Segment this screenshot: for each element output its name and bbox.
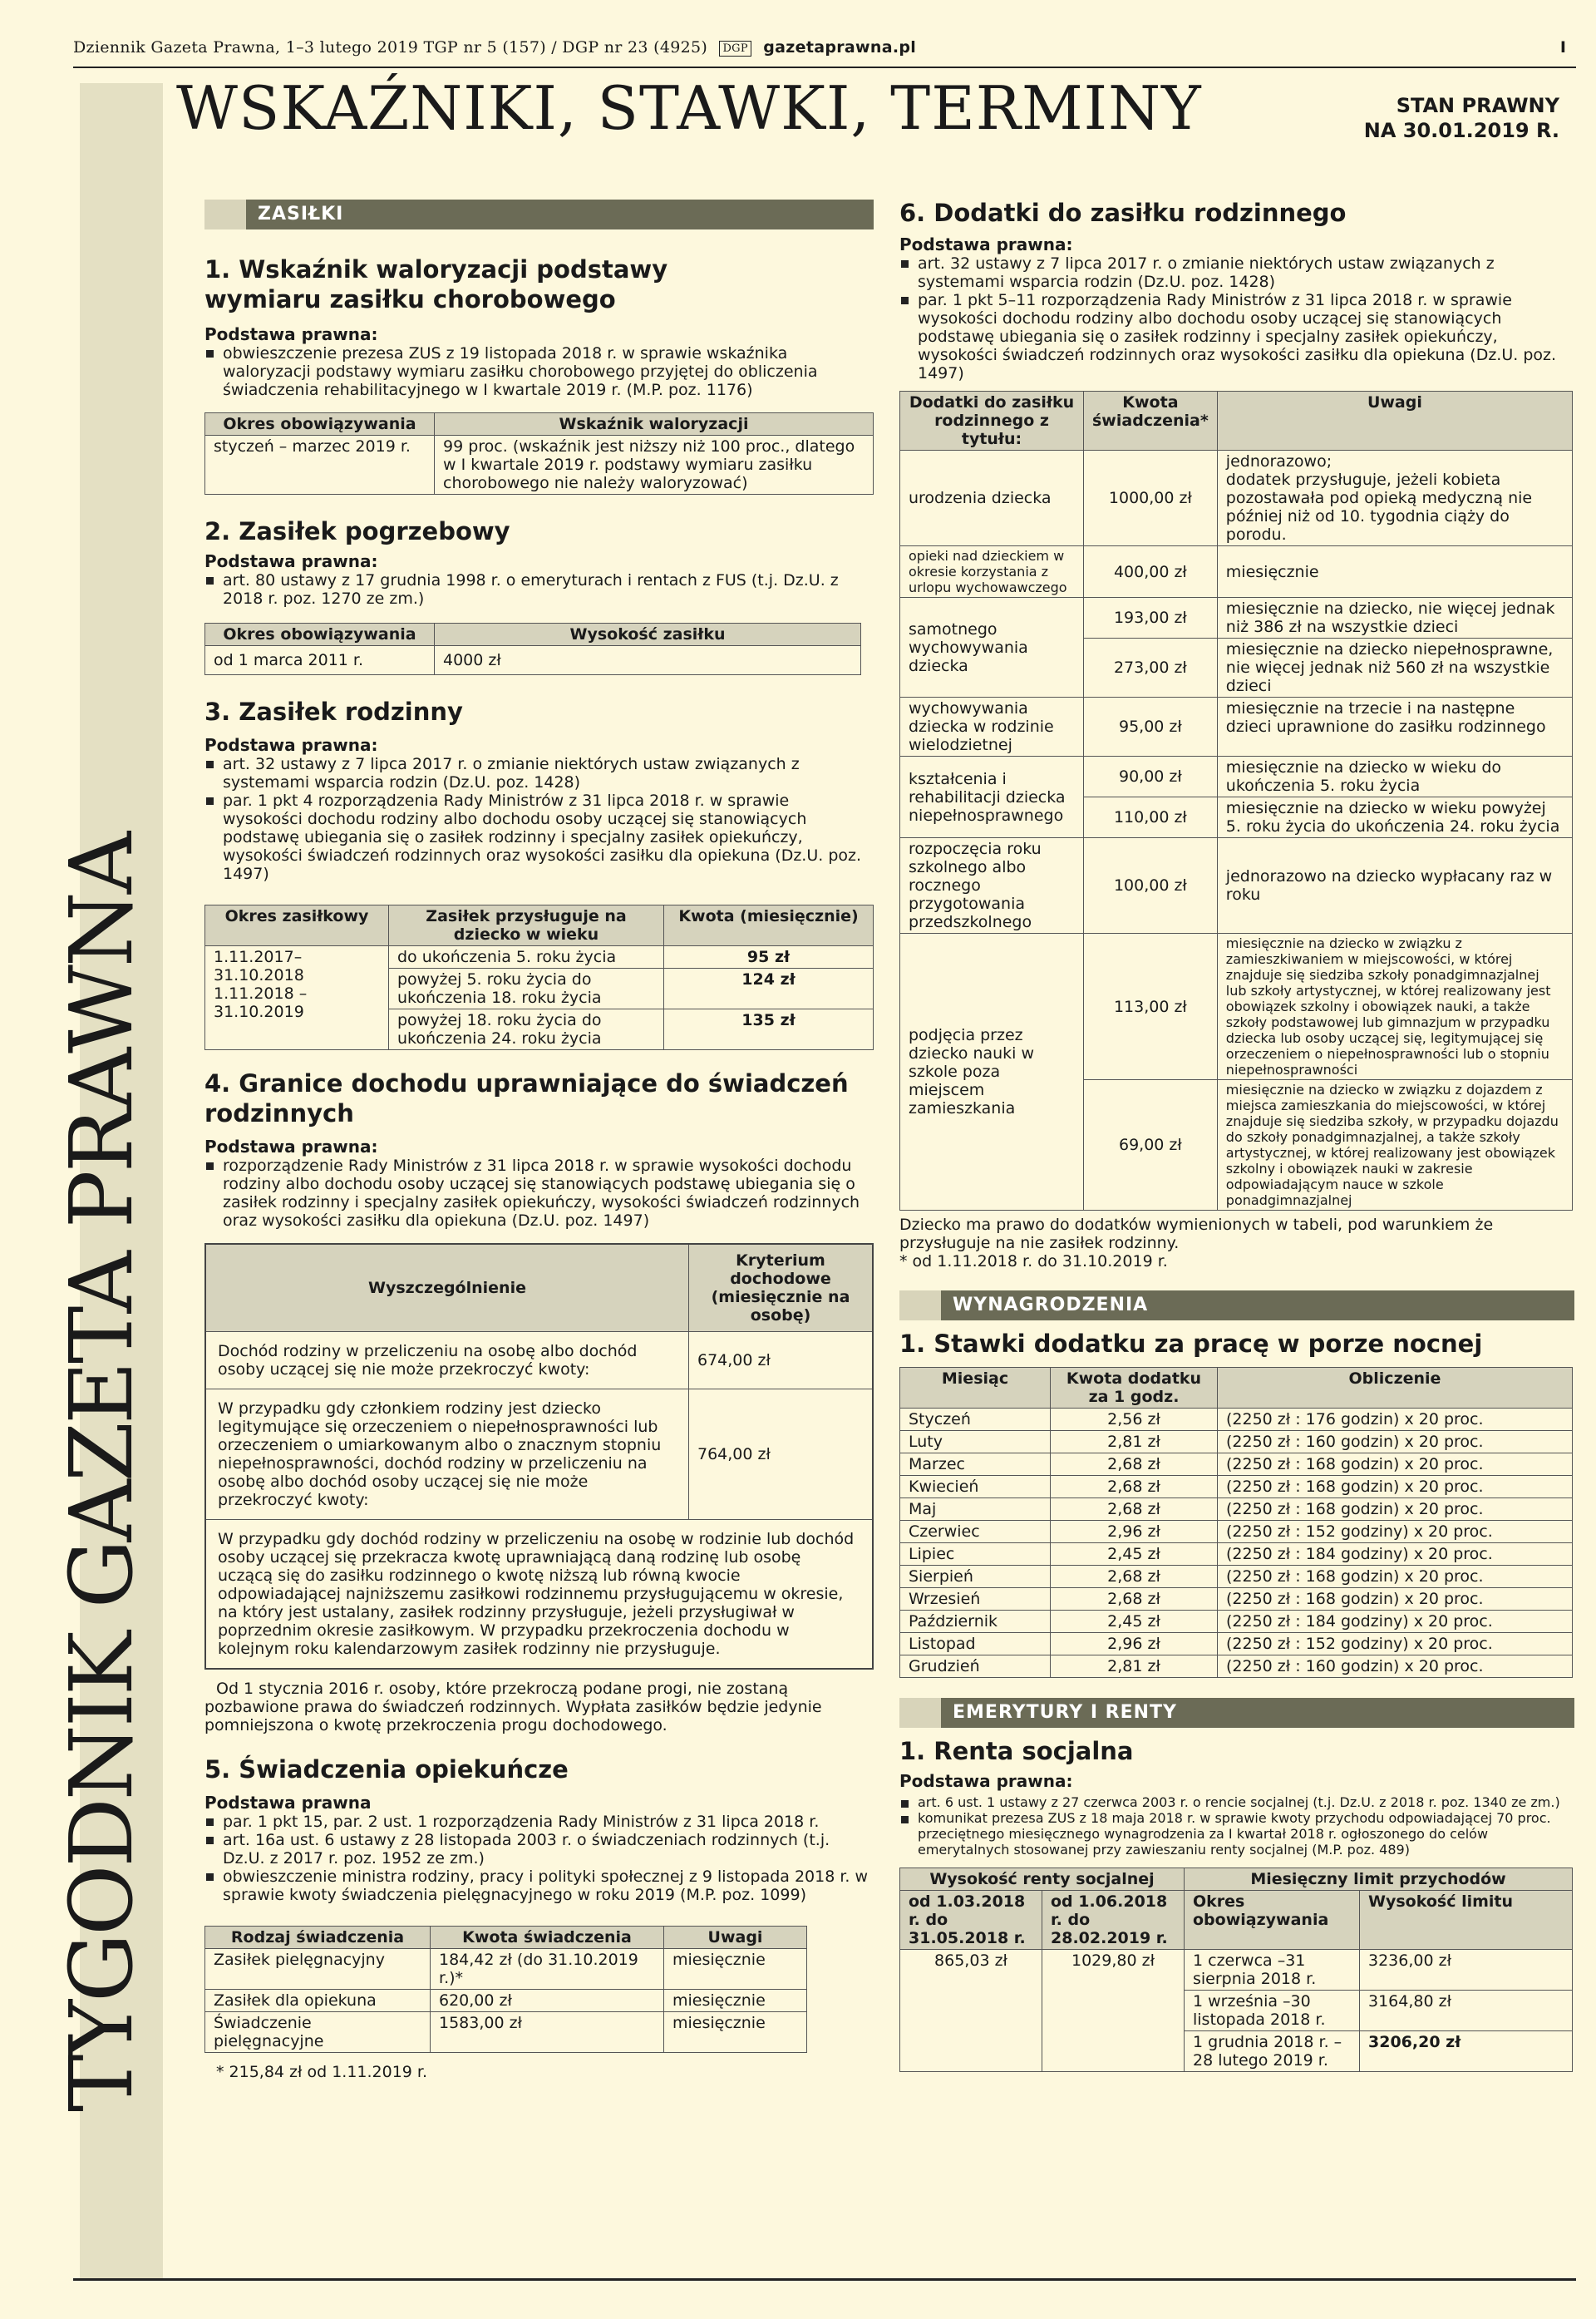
s5-basis-label: Podstawa prawna (204, 1793, 372, 1813)
table-row: kształcenia i rehabilitacji dziecka niepełnosprawnego 90,00 zł miesięcznie na dziecko w wieku do ukończenia 5. roku życia (900, 757, 1573, 797)
site-link[interactable]: gazetaprawna.pl (763, 38, 917, 57)
list-item: art. 32 ustawy z 7 lipca 2017 r. o zmianie niektórych ustaw związanych z systemami wsparcia rodzin (Dz.U. poz. 1428) (204, 755, 874, 792)
s5-footnote: * 215,84 zł od 1.11.2019 r. (216, 2063, 428, 2081)
s4-table: Wyszczególnienie Kryterium dochodowe (miesięcznie na osobę) Dochód rodziny w przeliczeniu na osobę albo dochód osoby uczącej się nie może przekroczyć kwoty: 674,00 zł W przypadku gdy członkiem rodziny jest dziecko legitymujące się orzeczeniem o niepełnosprawności lub orzeczeniem o umiarkowanym albo o znacznym stopniu niepełnosprawności, dochód rodziny w przeliczeniu na osobę albo dochód osoby uczącej się nie może przekroczyć kwoty: 764,00 zł W przypadku gdy dochód rodziny w przeliczeniu na osobę w rodzinie lub dochód osoby uczącej się przekracza kwotę uprawniającą daną rodzinę lub osobę uczącą się do zasiłku rodzinnego o kwotę niższą lub równą kwocie odpowiadającej najniższemu zasiłkowi rodzinnemu przysługującemu w okresie, na który jest ustalany, zasiłek rodzinny przysługuje, jeżeli przysługiwał w poprzednim okresie zasiłkowym. W przypadku przekroczenia dochodu w kolejnym roku kalendarzowym zasiłek rodzinny nie przysługuje. (204, 1243, 874, 1670)
list-item: art. 80 ustawy z 17 grudnia 1998 r. o emeryturach i rentach z FUS (t.j. Dz.U. z 2018 r. poz. 1270 ze zm.) (204, 571, 874, 608)
s6-heading: 6. Dodatki do zasiłku rodzinnego (899, 199, 1347, 227)
renta-table: Wysokość renty socjalnej Miesięczny limit przychodów od 1.03.2018 r. do 31.05.2018 r. od 1.06.2018 r. do 28.02.2019 r. Okres obowiązywania Wysokość limitu 865,03 zł 1029,80 zł 1 czerwca –31 sierpnia 2018 r. 3236,00 zł 1 września –30 listopada 2018 r. 3164,80 zł 1 grudnia 2018 r. –28 lutego 2019 r. 3206,20 zł (899, 1868, 1573, 2072)
s1-basis-list (204, 344, 874, 399)
bottom-divider (73, 2278, 1576, 2281)
table-row: 1.11.2017–31.10.2018 1.11.2018 – 31.10.2019 do ukończenia 5. roku życia 95 zł (205, 946, 874, 969)
table-row: 110,00 zł miesięcznie na dziecko w wieku powyżej 5. roku życia do ukończenia 24. roku życia (900, 797, 1573, 838)
list-item: par. 1 pkt 4 rozporządzenia Rady Ministrów z 31 lipca 2018 r. w sprawie wysokości dochodu rodziny albo dochodu osoby uczącej się stanowiących podstawę ubiegania się o zasiłek rodzinny i specjalny zasiłek opiekuńczy, wysokości świadczeń rodzinnych oraz wysokości zasiłku dla opiekuna (Dz.U. poz. 1497) (204, 792, 874, 883)
table-row: 865,03 zł 1029,80 zł 1 czerwca –31 sierpnia 2018 r. 3236,00 zł (900, 1950, 1573, 1991)
table-row: urodzenia dziecka 1000,00 zł jednorazowo; dodatek przysługuje, jeżeli kobieta pozostawała pod opieką medyczną nie później niż od 10. tygodnia ciąży do porodu. (900, 451, 1573, 546)
s4-basis-label: Podstawa prawna: (204, 1137, 378, 1157)
list-item: komunikat prezesa ZUS z 18 maja 2018 r. w sprawie kwoty przychodu odpowiadającej 70 proc. przeciętnego miesięcznego wynagrodzenia za I kwartał 2018 r. ogłoszonego do celów emerytalnych stosowanej przy zawieszaniu renty socjalnej (M.P. poz. 489) (899, 1810, 1574, 1858)
page-title: WSKAŹNIKI, STAWKI, TERMINY (176, 73, 1202, 143)
s2-heading: 2. Zasiłek pogrzebowy (204, 517, 510, 545)
table-row: Sierpień 2,68 zł (2250 zł : 168 godzin) x 20 proc. (900, 1566, 1573, 1588)
s6-footnote: * od 1.11.2018 r. do 31.10.2019 r. (899, 1252, 1168, 1271)
s1-table: Okres obowiązywania Wskaźnik waloryzacji styczeń – marzec 2019 r. 99 proc. (wskaźnik jest niższy niż 100 proc., dlatego w I kwartale 2019 r. podstawy wymiaru zasiłku chorobowego nie należy waloryzować) (204, 412, 874, 495)
s1-basis-label: Podstawa prawna: (204, 324, 378, 344)
s4-basis-list (204, 1157, 874, 1230)
table-row: powyżej 18. roku życia do ukończenia 24. roku życia 135 zł (205, 1009, 874, 1050)
s6-note: Dziecko ma prawo do dodatków wymienionych w tabeli, pod warunkiem że przysługuje na nie zasiłek rodzinny. (899, 1216, 1494, 1252)
table-row: Styczeń 2,56 zł (2250 zł : 176 godzin) x 20 proc. (900, 1409, 1573, 1431)
table-row: samotnego wychowywania dziecka 193,00 zł miesięcznie na dziecko, nie więcej jednak niż 386 zł na wszystkie dzieci (900, 598, 1573, 639)
table-row: Dochód rodziny w przeliczeniu na osobę albo dochód osoby uczącej się nie może przekroczyć kwoty: 674,00 zł (205, 1332, 873, 1389)
top-divider (73, 67, 1576, 68)
table-row: podjęcia przez dziecko nauki w szkole poza miejscem zamieszkania 113,00 zł miesięcznie na dziecko w związku z zamieszkiwaniem w miejscowości, w której znajduje się siedziba szkoły ponadgimnazjalnej lub szkoły artystycznej, w której realizowany jest obowiązek szkolny i obowiązek nauki, a także szkoły podstawowej lub gimnazjum w przypadku dziecka lub osoby uczącej się, legitymującej się orzeczeniem o niepełnosprawności lub o stopniu niepełnosprawności (900, 934, 1573, 1080)
night-pay-table: Miesiąc Kwota dodatku za 1 godz. Obliczenie Styczeń 2,56 zł (2250 zł : 176 godzin) x 20 proc. Luty 2,81 zł (2250 zł : 160 godzin) x 20 proc. Marzec 2,68 zł (2250 zł : 168 godzin) x 20 proc. Kwiecień 2,68 zł (2250 zł : 168 godzin) x 20 proc. Maj 2,68 zł (2250 zł : 168 godzin) x 20 proc. Czerwiec 2,96 zł (2250 zł : 152 godziny) x 20 proc. Lipiec 2,45 zł (2250 zł : 184 godziny) x 20 proc. Sierpień 2,68 zł (2250 zł : 168 godzin) x 20 proc. Wrzesień 2,68 zł (2250 zł : 168 godzin) x 20 proc. Październik 2,45 zł (2250 zł : 184 godziny) x 20 proc. Listopad 2,96 zł (2250 zł : 152 godziny) x 20 proc. Grudzień 2,81 zł (2250 zł : 160 godzin) x 20 proc. (899, 1367, 1573, 1678)
table-row: Maj 2,68 zł (2250 zł : 168 godzin) x 20 proc. (900, 1498, 1573, 1521)
section-bar-zasilki: ZASIŁKI (204, 200, 874, 229)
sidebar-title: TYGODNIK GAZETA PRAWNA (51, 834, 152, 2112)
s3-basis-label: Podstawa prawna: (204, 735, 378, 755)
list-item: art. 16a ust. 6 ustawy z 28 listopada 2003 r. o świadczeniach rodzinnych (t.j. Dz.U. z 2017 r. poz. 1952 ze zm.) (204, 1831, 874, 1868)
table-row: W przypadku gdy dochód rodziny w przeliczeniu na osobę w rodzinie lub dochód osoby uczącej się przekracza kwotę uprawniającą daną rodzinę lub osobę uczącą się do zasiłku rodzinnego o kwotę niższą lub równą kwocie odpowiadającej najniższemu zasiłkowi rodzinnemu przysługującemu w okresie, na który jest ustalany, zasiłek rodzinny przysługuje, jeżeli przysługiwał w poprzednim okresie zasiłkowym. W przypadku przekroczenia dochodu w kolejnym roku kalendarzowym zasiłek rodzinny nie przysługuje. (205, 1520, 873, 1670)
table-row: 69,00 zł miesięcznie na dziecko w związku z dojazdem z miejsca zamieszkania do miejscowości, w której znajduje się siedziba szkoły, w przypadku dojazdu do szkoły ponadgimnazjalnej, a także szkoły artystycznej, w której realizowany jest obowiązek szkolny i obowiązek nauki w zakresie odpowiadającym nauce w szkole ponadgimnazjalnej (900, 1080, 1573, 1211)
eme-basis-label: Podstawa prawna: (899, 1771, 1073, 1791)
list-item: art. 6 ust. 1 ustawy z 27 czerwca 2003 r. o rencie socjalnej (t.j. Dz.U. z 2018 r. poz. 1340 ze zm.) (899, 1794, 1574, 1810)
wyn-heading: 1. Stawki dodatku za pracę w porze nocnej (899, 1330, 1483, 1358)
right-column (899, 198, 1574, 2072)
s6-basis-label: Podstawa prawna: (899, 234, 1073, 254)
section-bar-emerytury: EMERYTURY I RENTY (899, 1698, 1574, 1728)
table-row: 273,00 zł miesięcznie na dziecko niepełnosprawne, nie więcej jednak niż 560 zł na wszystkie dzieci (900, 639, 1573, 698)
list-item: rozporządzenie Rady Ministrów z 31 lipca 2018 r. w sprawie wysokości dochodu rodziny albo dochodu osoby uczącej się stanowiących podstawę ubiegania się o zasiłek rodzinny i specjalny zasiłek opiekuńczy, wysokości świadczeń rodzinnych oraz wysokości zasiłku dla opiekuna (Dz.U. poz. 1497) (204, 1157, 874, 1230)
table-row: Luty 2,81 zł (2250 zł : 160 godzin) x 20 proc. (900, 1431, 1573, 1453)
legal-status: STAN PRAWNY NA 30.01.2019 R. (1363, 94, 1559, 142)
table-row: wychowywania dziecka w rodzinie wielodzietnej 95,00 zł miesięcznie na trzecie i na następne dzieci uprawnione do zasiłku rodzinnego (900, 698, 1573, 757)
s6-table: Dodatki do zasiłku rodzinnego z tytułu: Kwota świadczenia* Uwagi urodzenia dziecka 1000,00 zł jednorazowo; dodatek przysługuje, jeżeli kobieta pozostawała pod opieką medyczną nie później niż od 10. tygodnia ciąży do porodu. opieki nad dzieckiem w okresie korzystania z urlopu wychowawczego 400,00 zł miesięcznie samotnego wychowywania dziecka 193,00 zł miesięcznie na dziecko, nie więcej jednak niż 386 zł na wszystkie dzieci 273,00 zł miesięcznie na dziecko niepełnosprawne, nie więcej jednak niż 560 zł na wszystkie dzieci wychowywania dziecka w rodzinie wielodzietnej 95,00 zł miesięcznie na trzecie i na następne dzieci uprawnione do zasiłku rodzinnego kształcenia i rehabilitacji dziecka niepełnosprawnego 90,00 zł miesięcznie na dziecko w wieku do ukończenia 5. roku życia 110,00 zł miesięcznie na dziecko w wieku powyżej 5. roku życia do ukończenia 24. roku życia rozpoczęcia roku szkolnego albo rocznego przygotowania przedszkolnego 100,00 zł jednorazowo na dziecko wypłacany raz w roku podjęcia przez dziecko nauki w szkole poza miejscem zamieszkania 113,00 zł miesięcznie na dziecko w związku z zamieszkiwaniem w miejscowości, w której znajduje się siedziba szkoły ponadgimnazjalnej lub szkoły artystycznej, w której realizowany jest obowiązek szkolny i obowiązek nauki, a także szkoły podstawowej lub gimnazjum w przypadku dziecka lub osoby uczącej się, legitymującej się orzeczeniem o niepełnosprawności lub o stopniu niepełnosprawności 69,00 zł miesięcznie na dziecko w związku z dojazdem z miejsca zamieszkania do miejscowości, w której znajduje się siedziba szkoły, w przypadku dojazdu do szkoły ponadgimnazjalnej, a także szkoły artystycznej, w której realizowany jest obowiązek szkolny i obowiązek nauki w zakresie odpowiadającym nauce w szkole ponadgimnazjalnej (899, 391, 1573, 1211)
table-row: rozpoczęcia roku szkolnego albo rocznego przygotowania przedszkolnego 100,00 zł jednorazowo na dziecko wypłacany raz w roku (900, 838, 1573, 934)
eme-basis-list (899, 1794, 1574, 1858)
s2-table: Okres obowiązywania Wysokość zasiłku od 1 marca 2011 r. 4000 zł (204, 623, 861, 675)
table-row: Świadczenie pielęgnacyjne 1583,00 zł miesięcznie (205, 2012, 807, 2053)
table-row: 1 września –30 listopada 2018 r. 3164,80 zł (900, 1991, 1573, 2031)
table-row: Październik 2,45 zł (2250 zł : 184 godziny) x 20 proc. (900, 1611, 1573, 1633)
s2-basis-list (204, 571, 874, 608)
list-item: obwieszczenie prezesa ZUS z 19 listopada 2018 r. w sprawie wskaźnika waloryzacji podstawy wymiaru zasiłku chorobowego przyjętej do obliczenia świadczenia rehabilitacyjnego w I kwartale 2019 r. (M.P. poz. 1176) (204, 344, 874, 399)
table-row: Grudzień 2,81 zł (2250 zł : 160 godzin) x 20 proc. (900, 1655, 1573, 1678)
s4-heading: 4. Granice dochodu uprawniające do świadczeń rodzinnych (204, 1069, 849, 1127)
table-row: powyżej 5. roku życia do ukończenia 18. roku życia 124 zł (205, 969, 874, 1009)
s3-heading: 3. Zasiłek rodzinny (204, 698, 463, 726)
list-item: par. 1 pkt 15, par. 2 ust. 1 rozporządzenia Rady Ministrów z 31 lipca 2018 r. (204, 1813, 874, 1831)
header-line (73, 38, 916, 57)
page-number: I (1559, 38, 1566, 57)
list-item: obwieszczenie ministra rodziny, pracy i polityki społecznej z 9 listopada 2018 r. w sprawie kwoty świadczenia pielęgnacyjnego w roku 2019 (M.P. poz. 1099) (204, 1868, 874, 1904)
publication-info: Dziennik Gazeta Prawna, 1–3 lutego 2019 TGP nr 5 (157) / DGP nr 23 (4925) (73, 38, 708, 57)
s3-basis-list (204, 755, 874, 883)
s6-basis-list (899, 254, 1574, 382)
table-row: Zasiłek dla opiekuna 620,00 zł miesięcznie (205, 1990, 807, 2012)
list-item: art. 32 ustawy z 7 lipca 2017 r. o zmianie niektórych ustaw związanych z systemami wsparcia rodzin (Dz.U. poz. 1428) (899, 254, 1574, 291)
left-column (204, 200, 874, 2081)
s3-table: Okres zasiłkowy Zasiłek przysługuje na dziecko w wieku Kwota (miesięcznie) 1.11.2017–31.10.2018 1.11.2018 – 31.10.2019 do ukończenia 5. roku życia 95 zł powyżej 5. roku życia do ukończenia 18. roku życia 124 zł powyżej 18. roku życia do ukończenia 24. roku życia 135 zł (204, 905, 874, 1050)
s5-table: Rodzaj świadczenia Kwota świadczenia Uwagi Zasiłek pielęgnacyjny 184,42 zł (do 31.10.2019 r.)* miesięcznie Zasiłek dla opiekuna 620,00 zł miesięcznie Świadczenie pielęgnacyjne 1583,00 zł miesięcznie (204, 1926, 807, 2053)
dgp-logo: DGP (719, 41, 751, 57)
table-row: Zasiłek pielęgnacyjny 184,42 zł (do 31.10.2019 r.)* miesięcznie (205, 1949, 807, 1990)
section-bar-wynagrodzenia: WYNAGRODZENIA (899, 1290, 1574, 1320)
table-row: od 1 marca 2011 r. 4000 zł (205, 646, 861, 675)
s5-heading: 5. Świadczenia opiekuńcze (204, 1755, 569, 1784)
table-row: opieki nad dzieckiem w okresie korzystania z urlopu wychowawczego 400,00 zł miesięcznie (900, 546, 1573, 598)
table-row: styczeń – marzec 2019 r. 99 proc. (wskaźnik jest niższy niż 100 proc., dlatego w I kwartale 2019 r. podstawy wymiaru zasiłku chorobowego nie należy waloryzować) (205, 436, 874, 495)
table-row: Listopad 2,96 zł (2250 zł : 152 godziny) x 20 proc. (900, 1633, 1573, 1655)
table-row: Kwiecień 2,68 zł (2250 zł : 168 godzin) x 20 proc. (900, 1476, 1573, 1498)
eme-heading: 1. Renta socjalna (899, 1737, 1134, 1765)
s4-note: Od 1 stycznia 2016 r. osoby, które przekroczą podane progi, nie zostaną pozbawione prawa do świadczeń rodzinnych. Wypłata zasiłków będzie jedynie pomniejszona o kwotę przekroczenia progu dochodowego. (204, 1680, 822, 1734)
table-row: Czerwiec 2,96 zł (2250 zł : 152 godziny) x 20 proc. (900, 1521, 1573, 1543)
table-row: Marzec 2,68 zł (2250 zł : 168 godzin) x 20 proc. (900, 1453, 1573, 1476)
table-row: Wrzesień 2,68 zł (2250 zł : 168 godzin) x 20 proc. (900, 1588, 1573, 1611)
s1-heading: 1. Wskaźnik waloryzacji podstawy wymiaru zasiłku chorobowego (204, 255, 668, 313)
list-item: par. 1 pkt 5–11 rozporządzenia Rady Ministrów z 31 lipca 2018 r. w sprawie wysokości dochodu rodziny albo dochodu osoby uczącej się stanowiących podstawę ubiegania się o zasiłek rodzinny i specjalny zasiłek opiekuńczy, wysokości świadczeń rodzinnych oraz wysokości zasiłku dla opiekuna (Dz.U. poz. 1497) (899, 291, 1574, 382)
table-row: Lipiec 2,45 zł (2250 zł : 184 godziny) x 20 proc. (900, 1543, 1573, 1566)
table-row: W przypadku gdy członkiem rodziny jest dziecko legitymujące się orzeczeniem o niepełnosprawności lub orzeczeniem o umiarkowanym albo o znacznym stopniu niepełnosprawności, dochód rodziny w przeliczeniu na osobę albo dochód osoby uczącej się nie może przekroczyć kwoty: 764,00 zł (205, 1389, 873, 1520)
s2-basis-label: Podstawa prawna: (204, 551, 378, 571)
table-row: 1 grudnia 2018 r. –28 lutego 2019 r. 3206,20 zł (900, 2031, 1573, 2072)
s5-basis-list (204, 1813, 874, 1904)
